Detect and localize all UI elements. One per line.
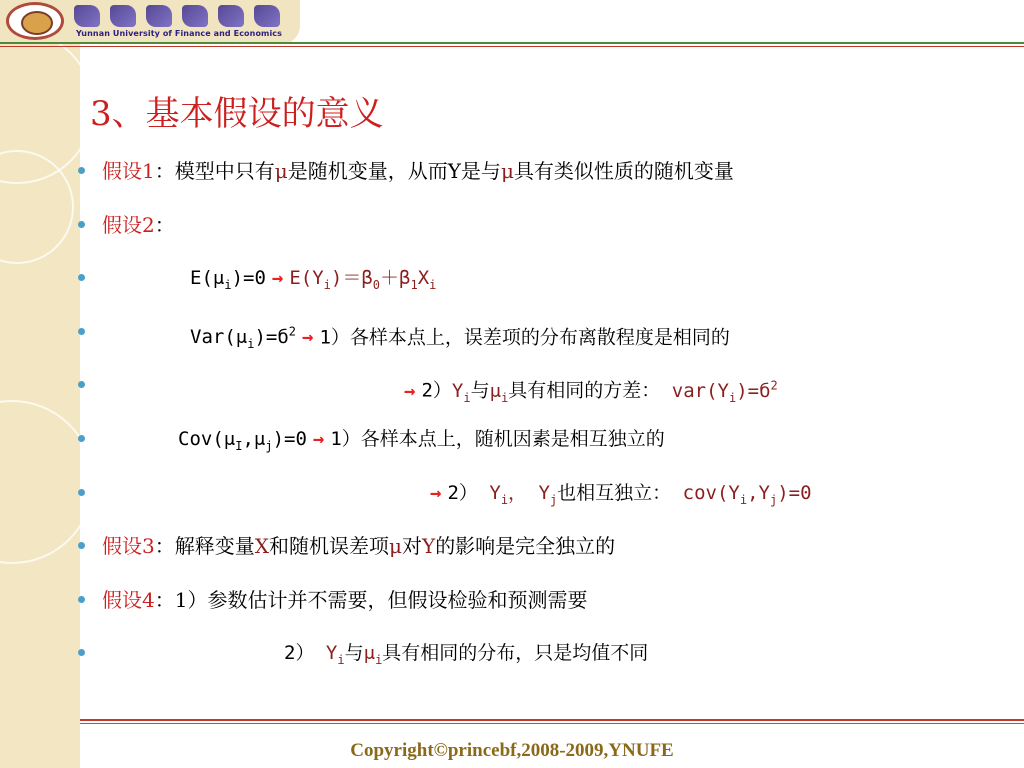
- assumption-label: 假设4: [102, 587, 155, 612]
- formula: $Cov(\mu_I,\mu_j)=0$: [178, 427, 307, 453]
- text: 对: [401, 534, 422, 559]
- text: 2）: [284, 642, 315, 665]
- colon: ：: [154, 159, 175, 183]
- list-item: [78, 637, 1018, 691]
- bullet-icon: [78, 596, 85, 603]
- arrow-icon: →: [430, 481, 442, 504]
- text: 2）: [447, 481, 478, 504]
- arrow-icon: →: [312, 427, 325, 450]
- text: 是随机变量，从而Y是与: [287, 159, 501, 183]
- formula: $Y_i$: [325, 642, 345, 668]
- formula: $Y_i$: [451, 379, 471, 405]
- text: 解释变量: [174, 534, 255, 559]
- bullet-icon: [78, 649, 85, 656]
- arrow-icon: →: [302, 326, 314, 349]
- text: 具有类似性质的随机变量: [513, 159, 734, 183]
- university-name-en: Yunnan University of Finance and Economics: [76, 29, 283, 38]
- formula: $cov(Y_i,Y_j)=0$: [682, 481, 812, 507]
- colon: ：: [154, 587, 175, 612]
- text: 具有相同的分布，只是均值不同: [382, 642, 649, 665]
- arrow-icon: →: [271, 267, 284, 290]
- text: 1）各样本点上，误差项的分布离散程度是相同的: [319, 326, 730, 349]
- text: 和随机误差项: [268, 534, 389, 559]
- list-item: [78, 209, 1018, 263]
- bullet-icon: [78, 328, 85, 335]
- list-item: [78, 530, 1018, 584]
- colon: ：: [154, 212, 175, 237]
- arrow-icon: →: [404, 379, 416, 402]
- bullet-icon: [78, 221, 85, 228]
- assumption-label: 假设3: [102, 534, 155, 559]
- text: 与: [344, 642, 364, 665]
- decor-ring: [0, 400, 80, 564]
- university-seal-icon: [6, 2, 64, 40]
- university-logo: [0, 0, 300, 44]
- list-item: [78, 423, 1018, 477]
- list-item: [78, 155, 1018, 209]
- text: 的影响是完全独立的: [435, 534, 616, 559]
- text: 具有相同的方差：: [508, 379, 661, 402]
- bullet-icon: [78, 542, 85, 549]
- text: 2）: [421, 379, 452, 402]
- formula: $E(Y_i)=\beta_0+\beta_1X_i$: [289, 267, 437, 292]
- footer-rule: [80, 723, 1024, 724]
- mu-symbol: μ: [274, 159, 288, 183]
- list-item: [78, 369, 1018, 423]
- colon: ：: [154, 534, 175, 559]
- header-rule: [0, 42, 1024, 44]
- left-decor-panel: [0, 40, 80, 768]
- list-item: [78, 262, 1018, 316]
- bullet-icon: [78, 274, 85, 281]
- header-rule: [0, 46, 1024, 47]
- assumption-label: 假设1: [102, 159, 155, 183]
- list-item: [78, 584, 1018, 638]
- text: 也相互独立：: [557, 481, 672, 504]
- formula: $\mu_i$: [363, 642, 383, 668]
- assumption-label: 假设2: [102, 212, 155, 237]
- list-item: [78, 477, 1018, 531]
- formula: $Y_i$， $Y_j$: [489, 481, 558, 507]
- mu-symbol: μ: [388, 534, 402, 559]
- footer-rule: [80, 719, 1024, 721]
- formula: $var(Y_i)=б^2$: [671, 378, 778, 405]
- formula: $\mu_i$: [489, 379, 509, 405]
- text: 与: [470, 379, 490, 402]
- text: 1）参数估计并不需要，但假设检验和预测需要: [174, 587, 588, 612]
- copyright: Copyright©princebf,2008-2009,YNUFE: [350, 740, 674, 761]
- bullet-icon: [78, 381, 85, 388]
- list-item: [78, 316, 1018, 370]
- formula: $Var(\mu_i)=б^2$: [190, 324, 296, 351]
- text: 1）各样本点上，随机因素是相互独立的: [330, 427, 665, 450]
- symbol-x: X: [254, 534, 269, 559]
- symbol-y: Y: [421, 534, 436, 559]
- bullet-icon: [78, 435, 85, 442]
- bullet-list: [78, 155, 1018, 691]
- mu-symbol: μ: [500, 159, 514, 183]
- text: 模型中只有: [174, 159, 275, 183]
- university-name-calligraphy: [74, 3, 289, 29]
- bullet-icon: [78, 489, 85, 496]
- slide-title: 3、基本假设的意义: [90, 94, 384, 134]
- bullet-icon: [78, 167, 85, 174]
- formula: $E(\mu_i)=0$: [190, 267, 266, 292]
